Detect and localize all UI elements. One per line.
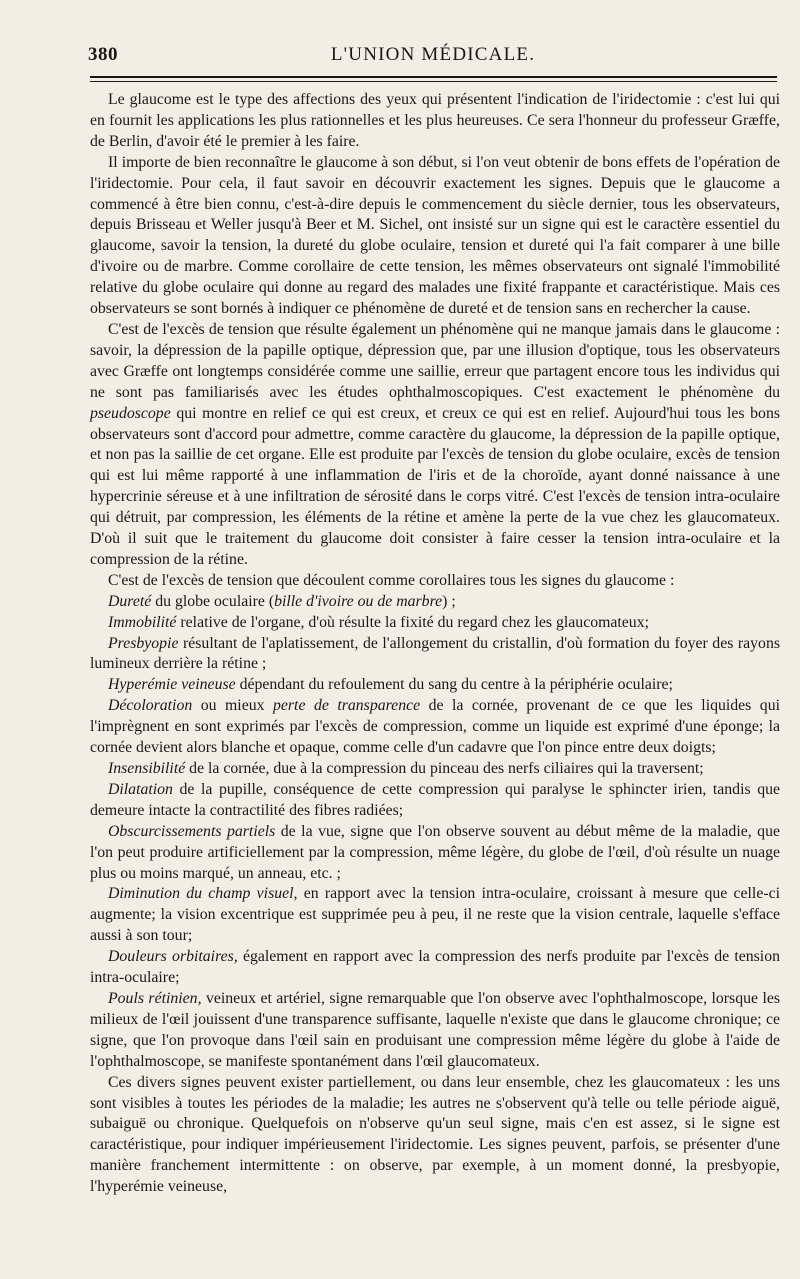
running-title: L'UNION MÉDICALE.	[330, 44, 536, 65]
paragraph-papilla-end: qui montre en relief ce qui est creux, et creux ce qui est en relief. Aujourd'hui tous les bons observateurs sont d'accord pour admettre, comme caractère du glaucome, la dépression de la papille optique, et non pas la saillie de cet organe. Elle est produite par l'excès de tension du globe oculaire, excès de tension qui est lui même rapporté à une inflammation de l'iris et de la choroïde, ayant donné naissance à une hypercrinie séreuse et à une infiltration de sérosité dans le corps vitré. C'est l'excès de tension intra-oculaire qui détruit, par compression, les éléments de la rétine et amène la perte de la vue chez les glaucomateux. D'où il suit que le traitement du glaucome doit consister à faire cesser la tension intra-oculaire et la compression de la rétine.	[90, 404, 780, 568]
sign-text: de la pupille, conséquence de cette compression qui paralyse le sphincter irien, tandis que demeure intacte la contractilité des fibres radiées;	[90, 780, 780, 819]
sign-term: Décoloration	[108, 697, 193, 715]
sign-term: Pouls rétinien,	[108, 989, 202, 1007]
sign-term: Douleurs orbitaires,	[108, 948, 238, 966]
sign-entry	[90, 696, 780, 759]
sign-entry	[90, 634, 780, 676]
sign-text-end: ) ;	[442, 592, 456, 610]
sign-term: Dureté	[108, 592, 152, 610]
paragraph-intro: Le glaucome est le type des affections des yeux qui présentent l'indication de l'iridectomie : c'est lui qui en fournit les applications les plus rationnelles et les plus heureuses. Ce sera l'honneur du professeur Græffe, de Berlin, d'avoir été le premier à les faire.	[90, 91, 780, 150]
sign-text: en rapport avec la tension intra-oculaire, croissant à mesure que celle-ci augmente; la vision excentrique est supprimée peu à peu, il ne reste que la vision centrale, laquelle s'efface aussi à son tour;	[90, 885, 780, 945]
sign-text: également en rapport avec la compression des nerfs produite par l'excès de tension intra-oculaire;	[90, 948, 780, 987]
sign-term: Diminution du champ visuel,	[108, 885, 298, 903]
sign-term: Immobilité	[108, 613, 177, 631]
sign-text: ou mieux	[192, 697, 273, 715]
sign-entry	[90, 780, 780, 822]
header-rule-thin	[90, 81, 777, 82]
sign-entry	[90, 592, 780, 613]
paragraph-corollaries: C'est de l'excès de tension que découlent comme corollaires tous les signes du glaucome :	[108, 571, 675, 589]
sign-text: dépendant du refoulement du sang du centre à la périphérie oculaire;	[235, 676, 673, 694]
sign-text: de la cornée, due à la compression du pinceau des nerfs ciliaires qui la traversent;	[185, 760, 704, 777]
article-body	[90, 90, 780, 1198]
page-number: 380	[88, 44, 118, 65]
sign-entry	[90, 759, 780, 780]
sign-entry	[90, 675, 780, 696]
sign-text: veineux et artériel, signe remarquable que l'on observe avec l'ophthalmoscope, lorsque les milieux de l'œil jouissent d'une transparence suffisante, laquelle n'existe que dans le glaucome chronique; ce signe, que l'on provoque dans l'œil sain en produisant une compression même légère du globe à l'aide de l'ophthalmoscope, se manifeste spontanément dans l'œil glaucomateux.	[90, 989, 781, 1070]
sign-term: Dilatation	[108, 780, 173, 798]
sign-term: Presbyopie	[108, 634, 179, 652]
sign-text: du globe oculaire (	[151, 592, 275, 610]
sign-entry	[90, 613, 780, 634]
paragraph-papilla-start: C'est de l'excès de tension que résulte également un phénomène qui ne manque jamais dans le glaucome : savoir, la dépression de la papille optique, dépression que, par une illusion d'optique, tous les observateurs avec Græffe ont longtemps considérée comme une saillie, erreur que partagent encore tous les individus qui ne sont pas familiarisés avec les études ophthalmoscopiques. C'est exactement le phénomène du	[90, 320, 780, 401]
sign-term: Insensibilité	[108, 760, 186, 777]
sign-text: relative de l'organe, d'où résulte la fixité du regard chez les glaucomateux;	[176, 613, 649, 631]
paragraph-papilla	[90, 320, 780, 571]
sign-italic-phrase: perte de transparence	[273, 697, 421, 715]
sign-text: de la vue, signe que l'on observe souvent au début même de la maladie, que l'on peut produire artificiellement par la compression, même légère, du globe de l'œil, d'où résulte un nuage plus ou moins marqué, un anneau, etc. ;	[90, 822, 780, 882]
signs-list	[90, 592, 780, 1073]
pseudoscope-term: pseudoscope	[90, 404, 171, 422]
sign-text-end: de la cornée, provenant de ce que les liquides qui l'imprègnent en sont exprimés par l'excès de compression, comme un liquide est exprimé d'une éponge; la cornée devient alors blanche et opaque, comme celle d'un cadavre que l'on pince entre deux doigts;	[90, 697, 780, 757]
paragraph-closing: Ces divers signes peuvent exister partiellement, ou dans leur ensemble, chez les glaucomateux : les uns sont visibles à toutes les périodes de la maladie; les autres ne s'observent qu'à telle ou telle période aiguë, subaiguë ou chronique. Quelquefois on n'observe qu'un seul signe, mais c'en est assez, si le signe est caractéristique, pour indiquer impérieusement l'iridectomie. Les signes peuvent, parfois, se présenter d'une manière franchement intermittente : on observe, par exemple, à un moment donné, la presbyopie, l'hyperémie veineuse,	[90, 1073, 780, 1196]
sign-entry	[90, 989, 780, 1073]
header-rule	[90, 76, 777, 78]
sign-entry	[90, 884, 780, 947]
sign-term: Obscurcissements partiels	[108, 822, 276, 840]
sign-entry	[90, 822, 780, 885]
sign-term: Hyperémie veineuse	[108, 676, 236, 694]
page-header	[88, 44, 778, 74]
sign-italic-phrase: bille d'ivoire ou de marbre	[274, 592, 443, 610]
paragraph-signs-history: Il importe de bien reconnaître le glaucome à son début, si l'on veut obtenir de bons effets de l'opération de l'iridectomie. Pour cela, il faut savoir en découvrir exactement les signes. Depuis que le glaucome a commencé à être bien connu, c'est-à-dire depuis le commencement du siècle dernier, tous les observateurs, depuis Brisseau et Weller jusqu'à Beer et M. Sichel, ont insisté sur un signe qui est le caractère essentiel du glaucome, savoir la tension, la dureté du globe oculaire, tension et dureté qui l'a fait comparer à une bille d'ivoire ou de marbre. Comme corollaire de cette tension, les mêmes observateurs ont signalé l'immobilité relative du globe oculaire qui donne au regard des malades une fixité frappante et caractéristique. Mais ces observateurs se sont bornés à indiquer ce phénomène de dureté et de tension sans en rechercher la cause.	[90, 153, 780, 318]
sign-text: résultant de l'aplatissement, de l'allongement du cristallin, d'où formation du foyer des rayons lumineux derrière la rétine ;	[90, 634, 780, 673]
sign-entry	[90, 947, 780, 989]
